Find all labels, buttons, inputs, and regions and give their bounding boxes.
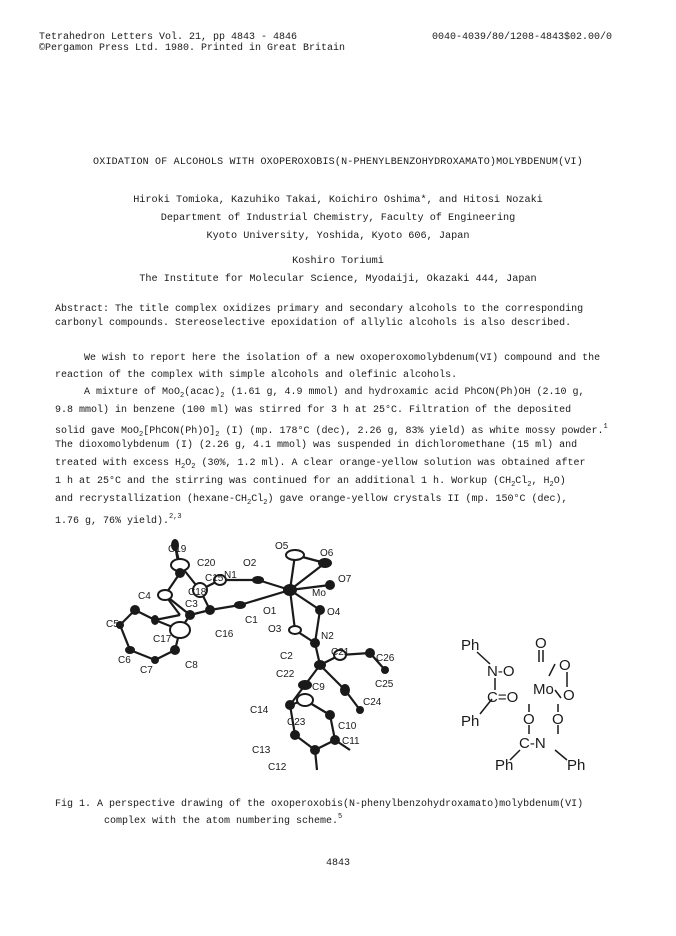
body-line: treated with excess $H_2O_2$ (30%, 1.2 ml). A clear orange-yellow solution was obtained after	[55, 458, 586, 471]
formula-text: Ph	[461, 637, 480, 654]
atom-label: C7	[140, 665, 153, 676]
publisher-line: ©Pergamon Press Ltd. 1980. Printed in Great Britain	[39, 43, 346, 54]
body-line: 9.8 mmol) in benzene (100 ml) was stirred for 3 h at 25°C. Filtration of the deposited	[55, 405, 572, 416]
atom-label: C20	[197, 558, 216, 569]
page-number: 4843	[325, 858, 350, 869]
formula-text: C-N	[519, 735, 546, 752]
atom-label: C1	[245, 615, 258, 626]
atom-label: C17	[153, 634, 172, 645]
author-names: Hiroki Tomioka, Kazuhiko Takai, Koichiro Oshima*, and Hitosi Nozaki	[133, 195, 543, 206]
atom-label: C25	[375, 679, 394, 690]
atom-label: O3	[268, 624, 282, 635]
atom-label: C16	[215, 629, 234, 640]
atom-label: O5	[275, 541, 289, 552]
body-line: We wish to report here the isolation of a new oxoperoxomolybdenum(VI) compound and the	[84, 353, 601, 364]
atom-label: C15	[205, 573, 224, 584]
body-line: solid gave $MoO_2[PhCON(Ph)O]_2$ (I) (mp. 178°C (dec), 2.26 g, 83% yield) as white mossy powder.$^1$	[55, 423, 608, 439]
formula-text: Mo	[533, 681, 554, 698]
atom-label: O2	[243, 558, 257, 569]
formula-labels	[461, 635, 585, 772]
atom-label: C9	[312, 682, 325, 693]
body-line: 1 h at 25°C and the stirring was continued for an additional 1 h. Workup ($CH_2Cl_2$, $H_2O$)	[55, 476, 566, 489]
atom-label: C19	[168, 544, 187, 555]
atom-label: C18	[188, 587, 207, 598]
atom-label: Mo	[312, 588, 326, 599]
formula-text: Ph	[495, 757, 514, 772]
molecular-structure-drawing	[80, 535, 420, 785]
atom-label: N2	[321, 631, 334, 642]
formula-text: C=O	[487, 689, 519, 706]
body-line: The dioxomolybdenum (I) (2.26 g, 4.1 mmol) was suspended in dichloromethane (15 ml) and	[55, 440, 578, 451]
atom-label: O6	[320, 548, 334, 559]
atom-label: O1	[263, 606, 277, 617]
atom-label: C3	[185, 599, 198, 610]
atom-label: C12	[268, 762, 287, 773]
journal-citation: Tetrahedron Letters Vol. 21, pp 4843 - 4846	[39, 32, 298, 43]
formula-text: O	[535, 635, 547, 652]
atom-label: O4	[327, 607, 341, 618]
author-university: Kyoto University, Yoshida, Kyoto 606, Japan	[206, 231, 470, 242]
atom-label: C26	[376, 653, 395, 664]
body-line: and recrystallization $(hexane-CH_2Cl_2)$ gave orange-yellow crystals II (mp. 150°C (dec),	[55, 494, 568, 507]
atom-label: C11	[342, 736, 360, 747]
atom-label: N1	[224, 570, 237, 581]
atom-label: C4	[138, 591, 151, 602]
formula-text: Ph	[461, 713, 480, 730]
author-institute: The Institute for Molecular Science, Myodaiji, Okazaki 444, Japan	[139, 274, 537, 285]
structural-formula	[455, 632, 635, 772]
article-title: OXIDATION OF ALCOHOLS WITH OXOPEROXOBIS(N-PHENYLBENZOHYDROXAMATO)MOLYBDENUM(VI)	[93, 157, 583, 168]
atom-label: O7	[338, 574, 352, 585]
atom-label: C21	[331, 647, 350, 658]
abstract-line-2: carbonyl compounds. Stereoselective epoxidation of allylic alcohols is also described.	[55, 318, 572, 329]
figure-caption-line-2: complex with the atom numbering scheme.$^5$	[104, 813, 343, 827]
author-name-second: Koshiro Toriumi	[292, 256, 384, 267]
atom-label: C10	[338, 721, 357, 732]
atom-label: C14	[250, 705, 269, 716]
formula-text: O	[523, 711, 535, 728]
atom-label: C24	[363, 697, 382, 708]
author-department: Department of Industrial Chemistry, Faculty of Engineering	[160, 213, 516, 224]
formula-text: N-O	[487, 663, 515, 680]
formula-text: O	[559, 657, 571, 674]
atom-label: C6	[118, 655, 131, 666]
atom-label: C23	[287, 717, 306, 728]
body-line: reaction of the complex with simple alcohols and olefinic alcohols.	[55, 370, 458, 381]
formula-text: O	[563, 687, 575, 704]
article-code: 0040-4039/80/1208-4843$02.00/0	[432, 32, 613, 43]
figure-caption-line-1: Fig 1. A perspective drawing of the oxoperoxobis(N-phenylbenzohydroxamato)molybdenum(VI)	[55, 799, 584, 810]
atom-label: C22	[276, 669, 295, 680]
atom-label: C2	[280, 651, 293, 662]
formula-text: Ph	[567, 757, 586, 772]
atom-label: C5	[106, 619, 119, 630]
atom-label: C8	[185, 660, 198, 671]
body-line: A mixture of $MoO_2(acac)_2$ (1.61 g, 4.9 mmol) and hydroxamic acid PhCON(Ph)OH (2.10 g,	[84, 387, 585, 400]
abstract-line-1: Abstract: The title complex oxidizes primary and secondary alcohols to the corresponding	[55, 304, 584, 315]
atom-label: C13	[252, 745, 271, 756]
body-line: 1.76 g, 76% yield).$^{2,3}$	[55, 513, 182, 527]
formula-text: O	[552, 711, 564, 728]
